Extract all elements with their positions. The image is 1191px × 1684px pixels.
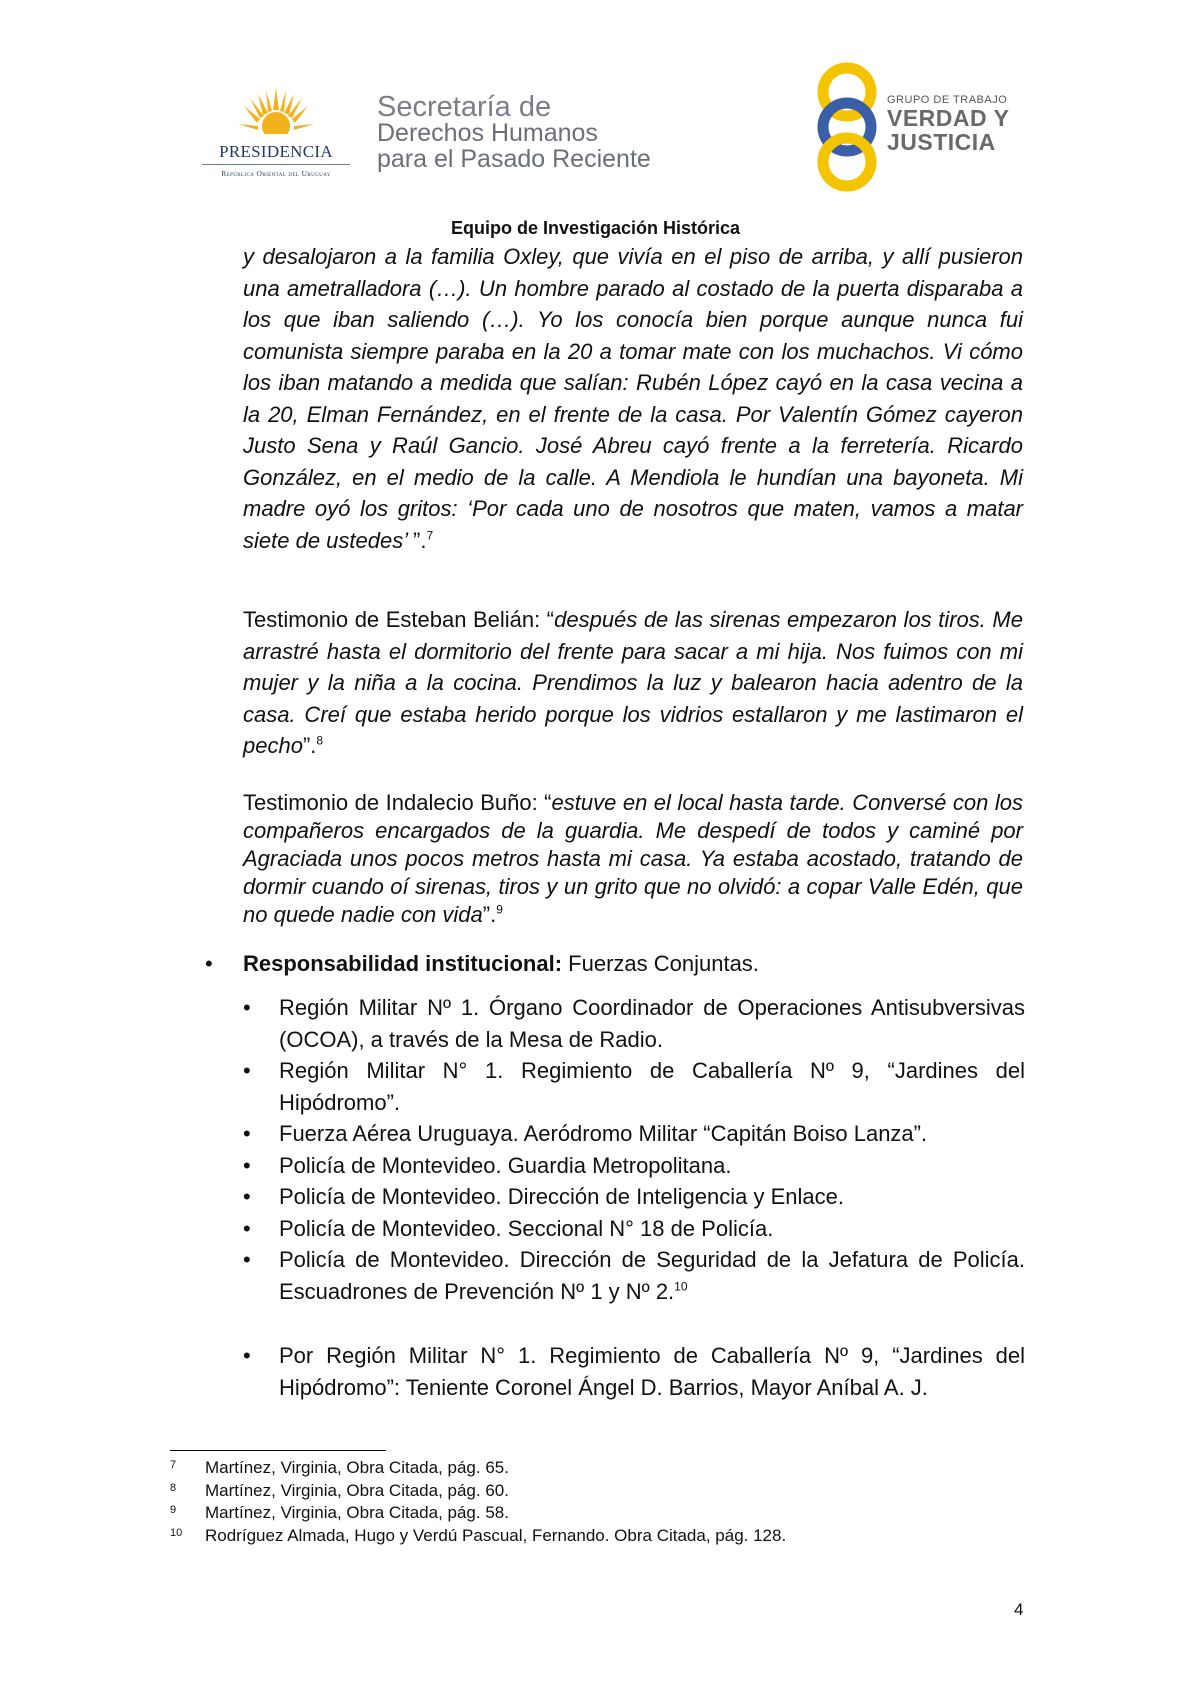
grupo-line3: JUSTICIA: [887, 129, 996, 155]
bullet-dot: •: [243, 1121, 251, 1146]
list-item: [243, 1213, 1025, 1245]
secretaria-title: [377, 91, 651, 173]
bullet-dot: •: [243, 1247, 251, 1272]
testimony-paragraph: [243, 604, 1023, 762]
footnote-separator: [170, 1450, 386, 1451]
bullet-dot: •: [243, 1343, 251, 1368]
footnote-number: 8: [170, 1481, 177, 1494]
presidencia-subtitle: República Oriental del Uruguay: [221, 169, 331, 178]
list-item-text: Fuerza Aérea Uruguaya. Aeródromo Militar “Capitán Boiso Lanza”.: [279, 1121, 928, 1146]
quote-paragraph: [243, 241, 1023, 556]
list-item-text: Región Militar Nº 1. Órgano Coordinador de Operaciones Antisubversivas (OCOA), a través de la Mesa de Radio.: [279, 995, 1025, 1052]
footnote-text: Martínez, Virginia, Obra Citada, pág. 60.: [205, 1480, 509, 1500]
footnotes: [170, 1457, 1070, 1547]
presidencia-name: PRESIDENCIA: [219, 142, 333, 161]
secretaria-line2: Derechos Humanos: [377, 119, 598, 147]
responsabilidad-list: [243, 992, 1025, 1307]
sun-icon: [238, 86, 314, 142]
footnote-text: Martínez, Virginia, Obra Citada, pág. 58.: [205, 1503, 509, 1522]
list-item: [243, 992, 1025, 1055]
footnote-text: Rodríguez Almada, Hugo y Verdú Pascual, Fernando. Obra Citada, pág. 128.: [205, 1525, 787, 1545]
bullet-dot: •: [243, 1184, 251, 1209]
footnote-number: 7: [170, 1459, 177, 1471]
page-number: 4: [1014, 1600, 1024, 1619]
testimony-quote: estuve en el local hasta tarde. Conversé con los compañeros encargados de la guardia. Me despedí de todos y caminé por Agraciada unos pocos metros hasta mi casa. Ya estaba acostado, tratando de dormir cuando oí sirenas, tiros y un grito que no olvidó: a copar Valle Edén, que no quede nadie con vida: [243, 790, 1023, 927]
responsabilidad-line: [243, 951, 1023, 977]
footnote-ref: 10: [674, 1279, 688, 1294]
footnote: [170, 1457, 1070, 1480]
page-header: [0, 0, 1191, 210]
list-item: [243, 1244, 1025, 1307]
list-item: [243, 1181, 1025, 1213]
footnote-ref: 7: [426, 528, 434, 543]
testimony-close: ”.: [482, 902, 497, 927]
quote-close: ”.: [413, 527, 427, 553]
list-item: [243, 1055, 1025, 1118]
testimony-quote: después de las sirenas empezaron los tiros. Me arrastré hasta el dormitorio del frente para sacar a mi hija. Nos fuimos con mi mujer y la niña a la cocina. Prendimos la luz y balearon hacia adentro de la casa. Creí que estaba herido porque los vidrios estallaron y me lastimaron el pecho: [243, 607, 1023, 758]
bullet-dot: •: [243, 995, 251, 1020]
list-item-text: Policía de Montevideo. Seccional N° 18 de Policía.: [279, 1215, 774, 1241]
grupo-trabajo-text: [887, 94, 1009, 154]
list-item: [243, 1118, 1025, 1150]
list-item: [243, 1150, 1025, 1182]
bullet-dot: •: [205, 951, 213, 976]
list-item: [243, 1340, 1025, 1403]
footnote: [170, 1480, 1070, 1503]
footnote: [170, 1502, 1070, 1525]
grupo-line2: VERDAD Y: [887, 105, 1010, 131]
quote-block-1: [243, 241, 1023, 556]
grupo-trabajo-logo: [812, 62, 1022, 192]
list-item-text: Policía de Montevideo. Dirección de Seguridad de la Jefatura de Policía. Escuadrones de Prevención Nº 1 y Nº 2.: [279, 1247, 1025, 1304]
responsables-list: [243, 1340, 1025, 1403]
rings-icon: [812, 62, 882, 192]
footnote-ref: 8: [316, 733, 324, 748]
team-heading: Equipo de Investigación Histórica: [450, 218, 741, 238]
responsabilidad-value: Fuerzas Conjuntas.: [562, 951, 759, 976]
testimony-intro: Testimonio de Esteban Belián: “: [243, 607, 555, 632]
testimony-intro: Testimonio de Indalecio Buño: “: [243, 790, 552, 815]
list-item-text: Por Región Militar N° 1. Regimiento de Caballería Nº 9, “Jardines del Hipódromo”: Teniente Coronel Ángel D. Barrios, Mayor Aníbal A. J.: [279, 1343, 1025, 1400]
footnote-number: 10: [170, 1526, 183, 1539]
grupo-line1: GRUPO DE TRABAJO: [887, 94, 1008, 106]
footnote-text: Martínez, Virginia, Obra Citada, pág. 65.: [205, 1458, 509, 1477]
secretaria-line1: Secretaría de: [377, 91, 552, 123]
quote-text: y desalojaron a la familia Oxley, que vivía en el piso de arriba, y allí pusieron una ametralladora (…). Un hombre parado al costado de la puerta disparaba a los que iban saliendo (…). Yo los conocía bien porque aunque nunca fui comunista siempre paraba en la 20 a tomar mate con los muchachos. Vi cómo los iban matando a medida que salían: Rubén López cayó en la casa vecina a la 20, Elman Fernández, en el frente de la casa. Por Valentín Gómez cayeron Justo Sena y Raúl Gancio. José Abreu cayó frente a la ferretería. Ricardo González, en el medio de la calle. A Mendiola le hundían una bayoneta. Mi madre oyó los gritos: ‘Por cada uno de nosotros que maten, vamos a matar siete de ustedes’: [243, 244, 1023, 553]
bullet-dot: •: [243, 1058, 251, 1083]
presidencia-rule: [202, 164, 350, 165]
bullet-dot: •: [243, 1152, 251, 1178]
bullet-dot: •: [243, 1215, 251, 1241]
list-item-text: Policía de Montevideo. Dirección de Inteligencia y Enlace.: [279, 1184, 844, 1209]
secretaria-line3: para el Pasado Reciente: [377, 145, 651, 173]
list-item-text: Región Militar N° 1. Regimiento de Caballería Nº 9, “Jardines del Hipódromo”.: [279, 1058, 1025, 1115]
footnote: [170, 1525, 1070, 1548]
testimony-paragraph: [243, 789, 1023, 929]
responsabilidad-label: Responsabilidad institucional:: [243, 951, 563, 976]
list-item-text: Policía de Montevideo. Guardia Metropolitana.: [279, 1152, 732, 1178]
testimony-buno: [243, 789, 1023, 929]
presidencia-logo: [196, 86, 356, 186]
footnote-number: 9: [170, 1504, 177, 1516]
testimony-belian: [243, 604, 1023, 762]
footnote-ref: 9: [496, 902, 503, 917]
testimony-close: ”.: [302, 733, 317, 758]
